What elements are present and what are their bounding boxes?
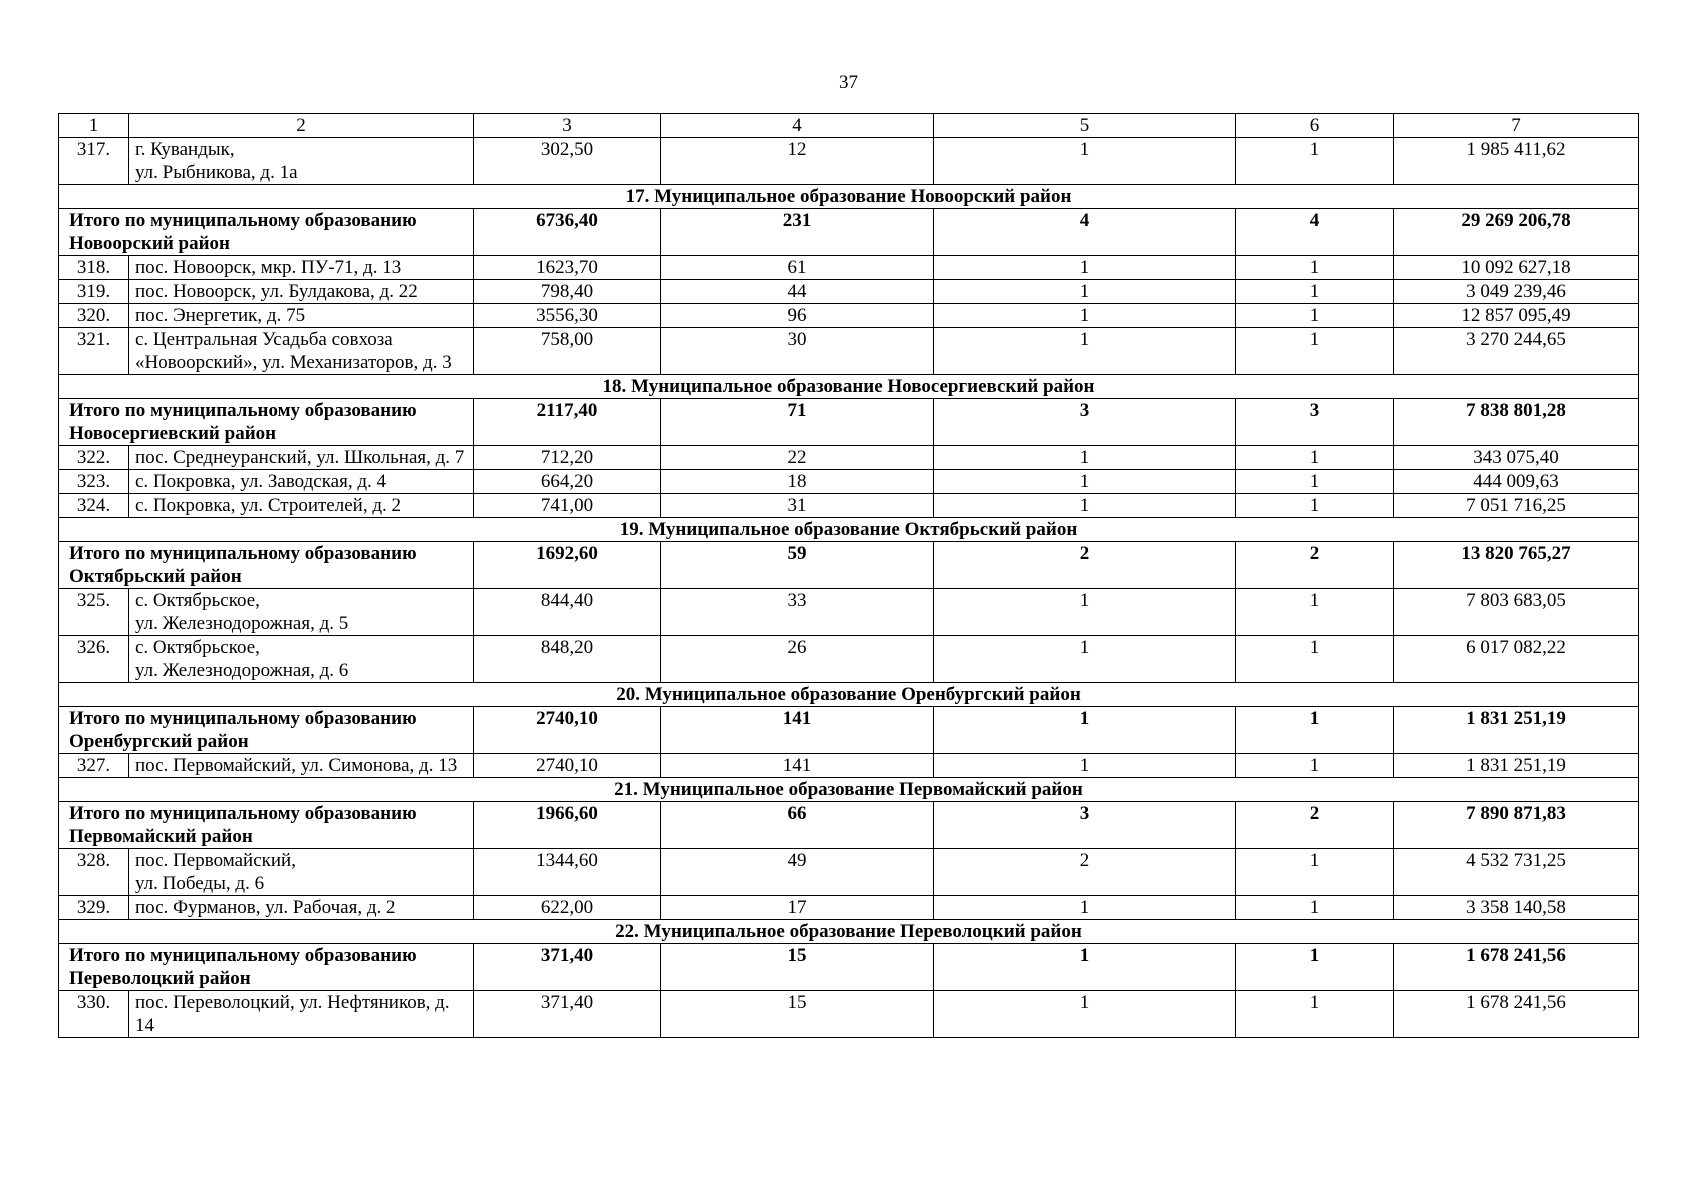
value-cell: 758,00	[474, 328, 661, 375]
subtotal-label: Итого по муниципальному образованию Новосергиевский район	[59, 399, 474, 446]
table-row	[59, 328, 1639, 375]
value-cell: 1	[934, 470, 1236, 494]
value-cell: 1	[1236, 494, 1394, 518]
value-cell: 3 049 239,46	[1394, 280, 1639, 304]
value-cell: 1	[934, 446, 1236, 470]
column-header: 4	[661, 114, 934, 138]
address-cell: с. Центральная Усадьба совхоза «Новоорский», ул. Механизаторов, д. 3	[129, 328, 474, 375]
value-cell: 1344,60	[474, 849, 661, 896]
value-cell: 1 678 241,56	[1394, 991, 1639, 1038]
value-cell: 1	[934, 991, 1236, 1038]
subtotal-value: 1	[1236, 944, 1394, 991]
value-cell: 1	[934, 896, 1236, 920]
subtotal-value: 7 838 801,28	[1394, 399, 1639, 446]
address-cell: пос. Энергетик, д. 75	[129, 304, 474, 328]
subtotal-value: 1 831 251,19	[1394, 707, 1639, 754]
subtotal-value: 13 820 765,27	[1394, 542, 1639, 589]
section-title: 17. Муниципальное образование Новоорский район	[59, 185, 1639, 209]
subtotal-value: 141	[661, 707, 934, 754]
value-cell: 1	[1236, 470, 1394, 494]
row-number: 323.	[59, 470, 129, 494]
column-header: 7	[1394, 114, 1639, 138]
table-row	[59, 494, 1639, 518]
table-row	[59, 446, 1639, 470]
row-number: 322.	[59, 446, 129, 470]
column-header: 2	[129, 114, 474, 138]
value-cell: 7 803 683,05	[1394, 589, 1639, 636]
value-cell: 1	[1236, 446, 1394, 470]
subtotal-value: 7 890 871,83	[1394, 802, 1639, 849]
section-header-row	[59, 920, 1639, 944]
row-number: 317.	[59, 138, 129, 185]
value-cell: 31	[661, 494, 934, 518]
value-cell: 7 051 716,25	[1394, 494, 1639, 518]
address-cell: с. Октябрьское, ул. Железнодорожная, д. 6	[129, 636, 474, 683]
value-cell: 26	[661, 636, 934, 683]
value-cell: 343 075,40	[1394, 446, 1639, 470]
value-cell: 3556,30	[474, 304, 661, 328]
value-cell: 712,20	[474, 446, 661, 470]
value-cell: 1	[1236, 754, 1394, 778]
value-cell: 444 009,63	[1394, 470, 1639, 494]
subtotal-value: 1	[934, 944, 1236, 991]
value-cell: 1	[1236, 849, 1394, 896]
value-cell: 1	[1236, 280, 1394, 304]
value-cell: 2740,10	[474, 754, 661, 778]
subtotal-value: 66	[661, 802, 934, 849]
table-row	[59, 256, 1639, 280]
row-number: 326.	[59, 636, 129, 683]
value-cell: 1	[934, 328, 1236, 375]
section-header-row	[59, 185, 1639, 209]
value-cell: 6 017 082,22	[1394, 636, 1639, 683]
address-cell: пос. Первомайский, ул. Победы, д. 6	[129, 849, 474, 896]
subtotal-row	[59, 944, 1639, 991]
address-cell: пос. Среднеуранский, ул. Школьная, д. 7	[129, 446, 474, 470]
table-row	[59, 754, 1639, 778]
value-cell: 302,50	[474, 138, 661, 185]
value-cell: 17	[661, 896, 934, 920]
table-row	[59, 304, 1639, 328]
value-cell: 61	[661, 256, 934, 280]
subtotal-value: 1	[1236, 707, 1394, 754]
address-cell: с. Покровка, ул. Строителей, д. 2	[129, 494, 474, 518]
column-header: 6	[1236, 114, 1394, 138]
section-header-row	[59, 375, 1639, 399]
row-number: 321.	[59, 328, 129, 375]
address-cell: пос. Новоорск, мкр. ПУ-71, д. 13	[129, 256, 474, 280]
address-cell: пос. Переволоцкий, ул. Нефтяников, д. 14	[129, 991, 474, 1038]
address-cell: г. Кувандык, ул. Рыбникова, д. 1а	[129, 138, 474, 185]
subtotal-value: 1 678 241,56	[1394, 944, 1639, 991]
value-cell: 741,00	[474, 494, 661, 518]
column-header: 3	[474, 114, 661, 138]
subtotal-value: 1	[934, 707, 1236, 754]
subtotal-row	[59, 399, 1639, 446]
value-cell: 3 270 244,65	[1394, 328, 1639, 375]
subtotal-value: 4	[934, 209, 1236, 256]
table-row	[59, 138, 1639, 185]
table-row	[59, 470, 1639, 494]
subtotal-value: 29 269 206,78	[1394, 209, 1639, 256]
value-cell: 1	[1236, 589, 1394, 636]
value-cell: 12 857 095,49	[1394, 304, 1639, 328]
subtotal-row	[59, 707, 1639, 754]
value-cell: 1	[1236, 256, 1394, 280]
subtotal-row	[59, 542, 1639, 589]
value-cell: 1	[934, 494, 1236, 518]
value-cell: 44	[661, 280, 934, 304]
subtotal-value: 1966,60	[474, 802, 661, 849]
subtotal-value: 2117,40	[474, 399, 661, 446]
table-header-row	[59, 114, 1639, 138]
value-cell: 33	[661, 589, 934, 636]
table-row	[59, 280, 1639, 304]
section-header-row	[59, 683, 1639, 707]
table-row	[59, 849, 1639, 896]
table-row	[59, 589, 1639, 636]
subtotal-value: 6736,40	[474, 209, 661, 256]
value-cell: 622,00	[474, 896, 661, 920]
value-cell: 1	[1236, 304, 1394, 328]
subtotal-label: Итого по муниципальному образованию Оренбургский район	[59, 707, 474, 754]
subtotal-value: 3	[1236, 399, 1394, 446]
row-number: 330.	[59, 991, 129, 1038]
table-row	[59, 991, 1639, 1038]
value-cell: 3 358 140,58	[1394, 896, 1639, 920]
section-title: 21. Муниципальное образование Первомайский район	[59, 778, 1639, 802]
value-cell: 4 532 731,25	[1394, 849, 1639, 896]
address-cell: с. Покровка, ул. Заводская, д. 4	[129, 470, 474, 494]
housing-table	[58, 113, 1639, 1038]
value-cell: 141	[661, 754, 934, 778]
subtotal-value: 2	[1236, 542, 1394, 589]
subtotal-value: 371,40	[474, 944, 661, 991]
value-cell: 15	[661, 991, 934, 1038]
value-cell: 1	[1236, 138, 1394, 185]
section-title: 18. Муниципальное образование Новосергиевский район	[59, 375, 1639, 399]
section-header-row	[59, 778, 1639, 802]
value-cell: 1623,70	[474, 256, 661, 280]
row-number: 319.	[59, 280, 129, 304]
value-cell: 1 831 251,19	[1394, 754, 1639, 778]
subtotal-value: 1692,60	[474, 542, 661, 589]
value-cell: 1	[1236, 991, 1394, 1038]
page-number: 37	[839, 72, 858, 93]
value-cell: 371,40	[474, 991, 661, 1038]
value-cell: 1	[934, 754, 1236, 778]
value-cell: 664,20	[474, 470, 661, 494]
subtotal-value: 2	[934, 542, 1236, 589]
value-cell: 49	[661, 849, 934, 896]
subtotal-value: 71	[661, 399, 934, 446]
subtotal-value: 2740,10	[474, 707, 661, 754]
subtotal-row	[59, 209, 1639, 256]
subtotal-row	[59, 802, 1639, 849]
row-number: 327.	[59, 754, 129, 778]
subtotal-label: Итого по муниципальному образованию Переволоцкий район	[59, 944, 474, 991]
column-header: 5	[934, 114, 1236, 138]
row-number: 318.	[59, 256, 129, 280]
value-cell: 848,20	[474, 636, 661, 683]
row-number: 324.	[59, 494, 129, 518]
row-number: 329.	[59, 896, 129, 920]
value-cell: 1	[934, 636, 1236, 683]
value-cell: 1	[934, 589, 1236, 636]
subtotal-value: 4	[1236, 209, 1394, 256]
value-cell: 22	[661, 446, 934, 470]
value-cell: 844,40	[474, 589, 661, 636]
table-row	[59, 636, 1639, 683]
section-title: 22. Муниципальное образование Переволоцкий район	[59, 920, 1639, 944]
address-cell: с. Октябрьское, ул. Железнодорожная, д. 5	[129, 589, 474, 636]
address-cell: пос. Первомайский, ул. Симонова, д. 13	[129, 754, 474, 778]
subtotal-value: 231	[661, 209, 934, 256]
value-cell: 1	[934, 256, 1236, 280]
value-cell: 30	[661, 328, 934, 375]
value-cell: 10 092 627,18	[1394, 256, 1639, 280]
address-cell: пос. Фурманов, ул. Рабочая, д. 2	[129, 896, 474, 920]
row-number: 320.	[59, 304, 129, 328]
value-cell: 1	[934, 280, 1236, 304]
section-title: 19. Муниципальное образование Октябрьский район	[59, 518, 1639, 542]
value-cell: 1	[934, 138, 1236, 185]
value-cell: 96	[661, 304, 934, 328]
column-header: 1	[59, 114, 129, 138]
value-cell: 1	[934, 304, 1236, 328]
row-number: 328.	[59, 849, 129, 896]
address-cell: пос. Новоорск, ул. Булдакова, д. 22	[129, 280, 474, 304]
subtotal-value: 15	[661, 944, 934, 991]
value-cell: 1 985 411,62	[1394, 138, 1639, 185]
subtotal-value: 3	[934, 399, 1236, 446]
subtotal-label: Итого по муниципальному образованию Октябрьский район	[59, 542, 474, 589]
value-cell: 798,40	[474, 280, 661, 304]
value-cell: 12	[661, 138, 934, 185]
value-cell: 2	[934, 849, 1236, 896]
section-header-row	[59, 518, 1639, 542]
value-cell: 18	[661, 470, 934, 494]
value-cell: 1	[1236, 328, 1394, 375]
row-number: 325.	[59, 589, 129, 636]
section-title: 20. Муниципальное образование Оренбургский район	[59, 683, 1639, 707]
subtotal-label: Итого по муниципальному образованию Новоорский район	[59, 209, 474, 256]
value-cell: 1	[1236, 896, 1394, 920]
subtotal-label: Итого по муниципальному образованию Первомайский район	[59, 802, 474, 849]
table-row	[59, 896, 1639, 920]
subtotal-value: 59	[661, 542, 934, 589]
subtotal-value: 2	[1236, 802, 1394, 849]
subtotal-value: 3	[934, 802, 1236, 849]
value-cell: 1	[1236, 636, 1394, 683]
